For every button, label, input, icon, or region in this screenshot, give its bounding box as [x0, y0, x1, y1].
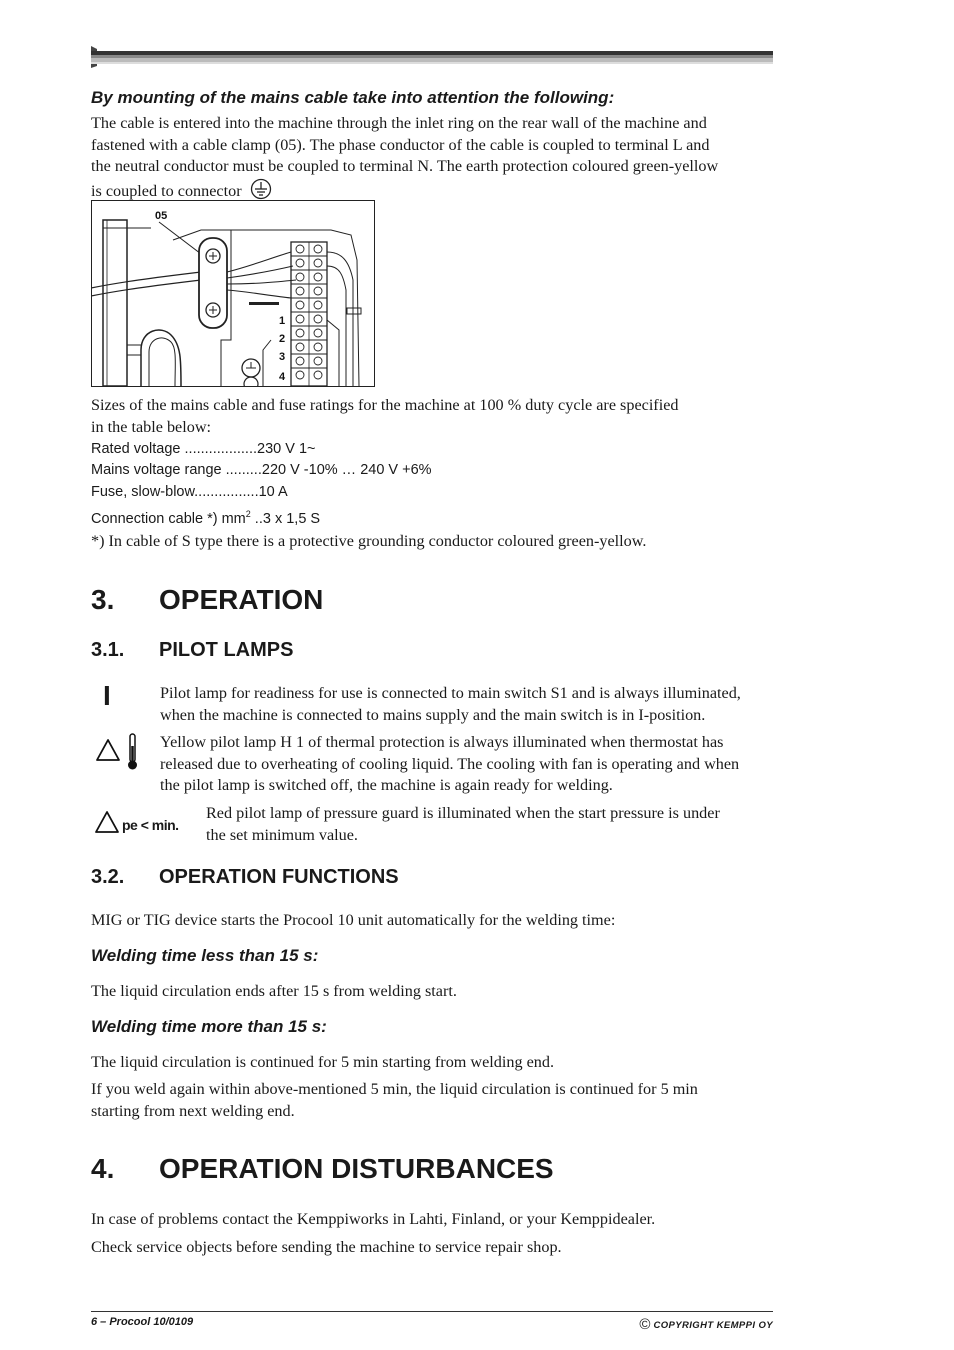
intro-line: The cable is entered into the machine through the inlet ring on the rear wall of the machine and: [91, 114, 707, 132]
clamp-label: 05: [155, 210, 168, 222]
functions-intro: MIG or TIG device starts the Procool 10 unit automatically for the welding time:: [91, 911, 616, 929]
terminal-label: 3: [279, 351, 286, 363]
sizes-intro-line: in the table below:: [91, 417, 212, 436]
intro-heading: By mounting of the mains cable take into attention the following:: [91, 88, 615, 107]
disturbance-line: In case of problems contact the Kemppiworks in Lahti, Finland, or your Kemppidealer.: [91, 1210, 656, 1228]
intro-line: is coupled to connector: [91, 178, 791, 203]
spec-row: Mains voltage range .........220 V -10% … 240 V +6%: [91, 462, 432, 478]
footer-divider: [91, 1311, 773, 1312]
terminal-label: 1: [279, 315, 286, 327]
copyright: © COPYRIGHT KEMPPI OY: [639, 1316, 773, 1333]
copyright-icon: ©: [639, 1316, 651, 1333]
disturbance-line: Check service objects before sending the machine to service repair shop.: [91, 1238, 562, 1256]
page-number: 6 – Procool 10/0109: [91, 1316, 194, 1328]
case-heading: Welding time more than 15 s:: [91, 1017, 327, 1036]
case-extra: If you weld again within above-mentioned 5 min, the liquid circulation is continued for 5 min starting from next welding end.: [91, 1080, 698, 1120]
earth-ground-icon: [250, 178, 272, 200]
section-heading: 3. OPERATION: [91, 584, 324, 615]
lamp-description: Yellow pilot lamp H 1 of thermal protection is always illuminated when thermostat has released due to overheating of cooling liquid. The cooling with fan is operating and when the pilot lamp is switched off, the machine is again ready for welding.: [160, 733, 740, 794]
header-bar: [91, 46, 773, 68]
spec-row: Connection cable *) $mm^2$ ..3 x 1,5 S: [91, 509, 321, 527]
terminal-label: 2: [279, 333, 286, 345]
pressure-symbol-text: pe < min.: [122, 817, 179, 833]
sizes-intro-line: Sizes of the mains cable and fuse ratings for the machine at 100 % duty cycle are specified: [91, 396, 679, 414]
main-switch-symbol: I: [103, 680, 111, 711]
lamp-description: Red pilot lamp of pressure guard is illuminated when the start pressure is under the set minimum value.: [206, 804, 720, 844]
case-text: The liquid circulation ends after 15 s from welding start.: [91, 982, 457, 1000]
subsection-heading: 3.1. PILOT LAMPS: [91, 639, 294, 661]
case-text: The liquid circulation is continued for 5 min starting from welding end.: [91, 1053, 555, 1071]
spec-row: Fuse, slow-blow................10 A: [91, 484, 288, 500]
pressure-symbol: [94, 810, 194, 838]
cable-clamp-figure: [91, 200, 375, 387]
thermal-warning-icon: [94, 732, 142, 772]
pressure-warning-icon: [94, 810, 120, 834]
intro-line: fastened with a cable clamp (05). The phase conductor of the cable is coupled to terminal L and: [91, 135, 710, 154]
case-heading: Welding time less than 15 s:: [91, 946, 319, 965]
terminal-label: 4: [279, 371, 286, 383]
subsection-heading: 3.2. OPERATION FUNCTIONS: [91, 866, 399, 888]
intro-line: the neutral conductor must be coupled to terminal N. The earth protection coloured green-yellow: [91, 157, 719, 175]
section-heading: 4. OPERATION DISTURBANCES: [91, 1153, 554, 1184]
sizes-intro: [91, 395, 791, 438]
intro-paragraph: [91, 113, 791, 202]
lamp-description: Pilot lamp for readiness for use is connected to main switch S1 and is always illuminated, when the machine is connected to mains supply and the main switch is in I-position.: [160, 684, 741, 724]
spec-row: Rated voltage ..................230 V 1~: [91, 441, 316, 457]
cable-footnote: *) In cable of S type there is a protective grounding conductor coloured green-yellow.: [91, 532, 647, 550]
